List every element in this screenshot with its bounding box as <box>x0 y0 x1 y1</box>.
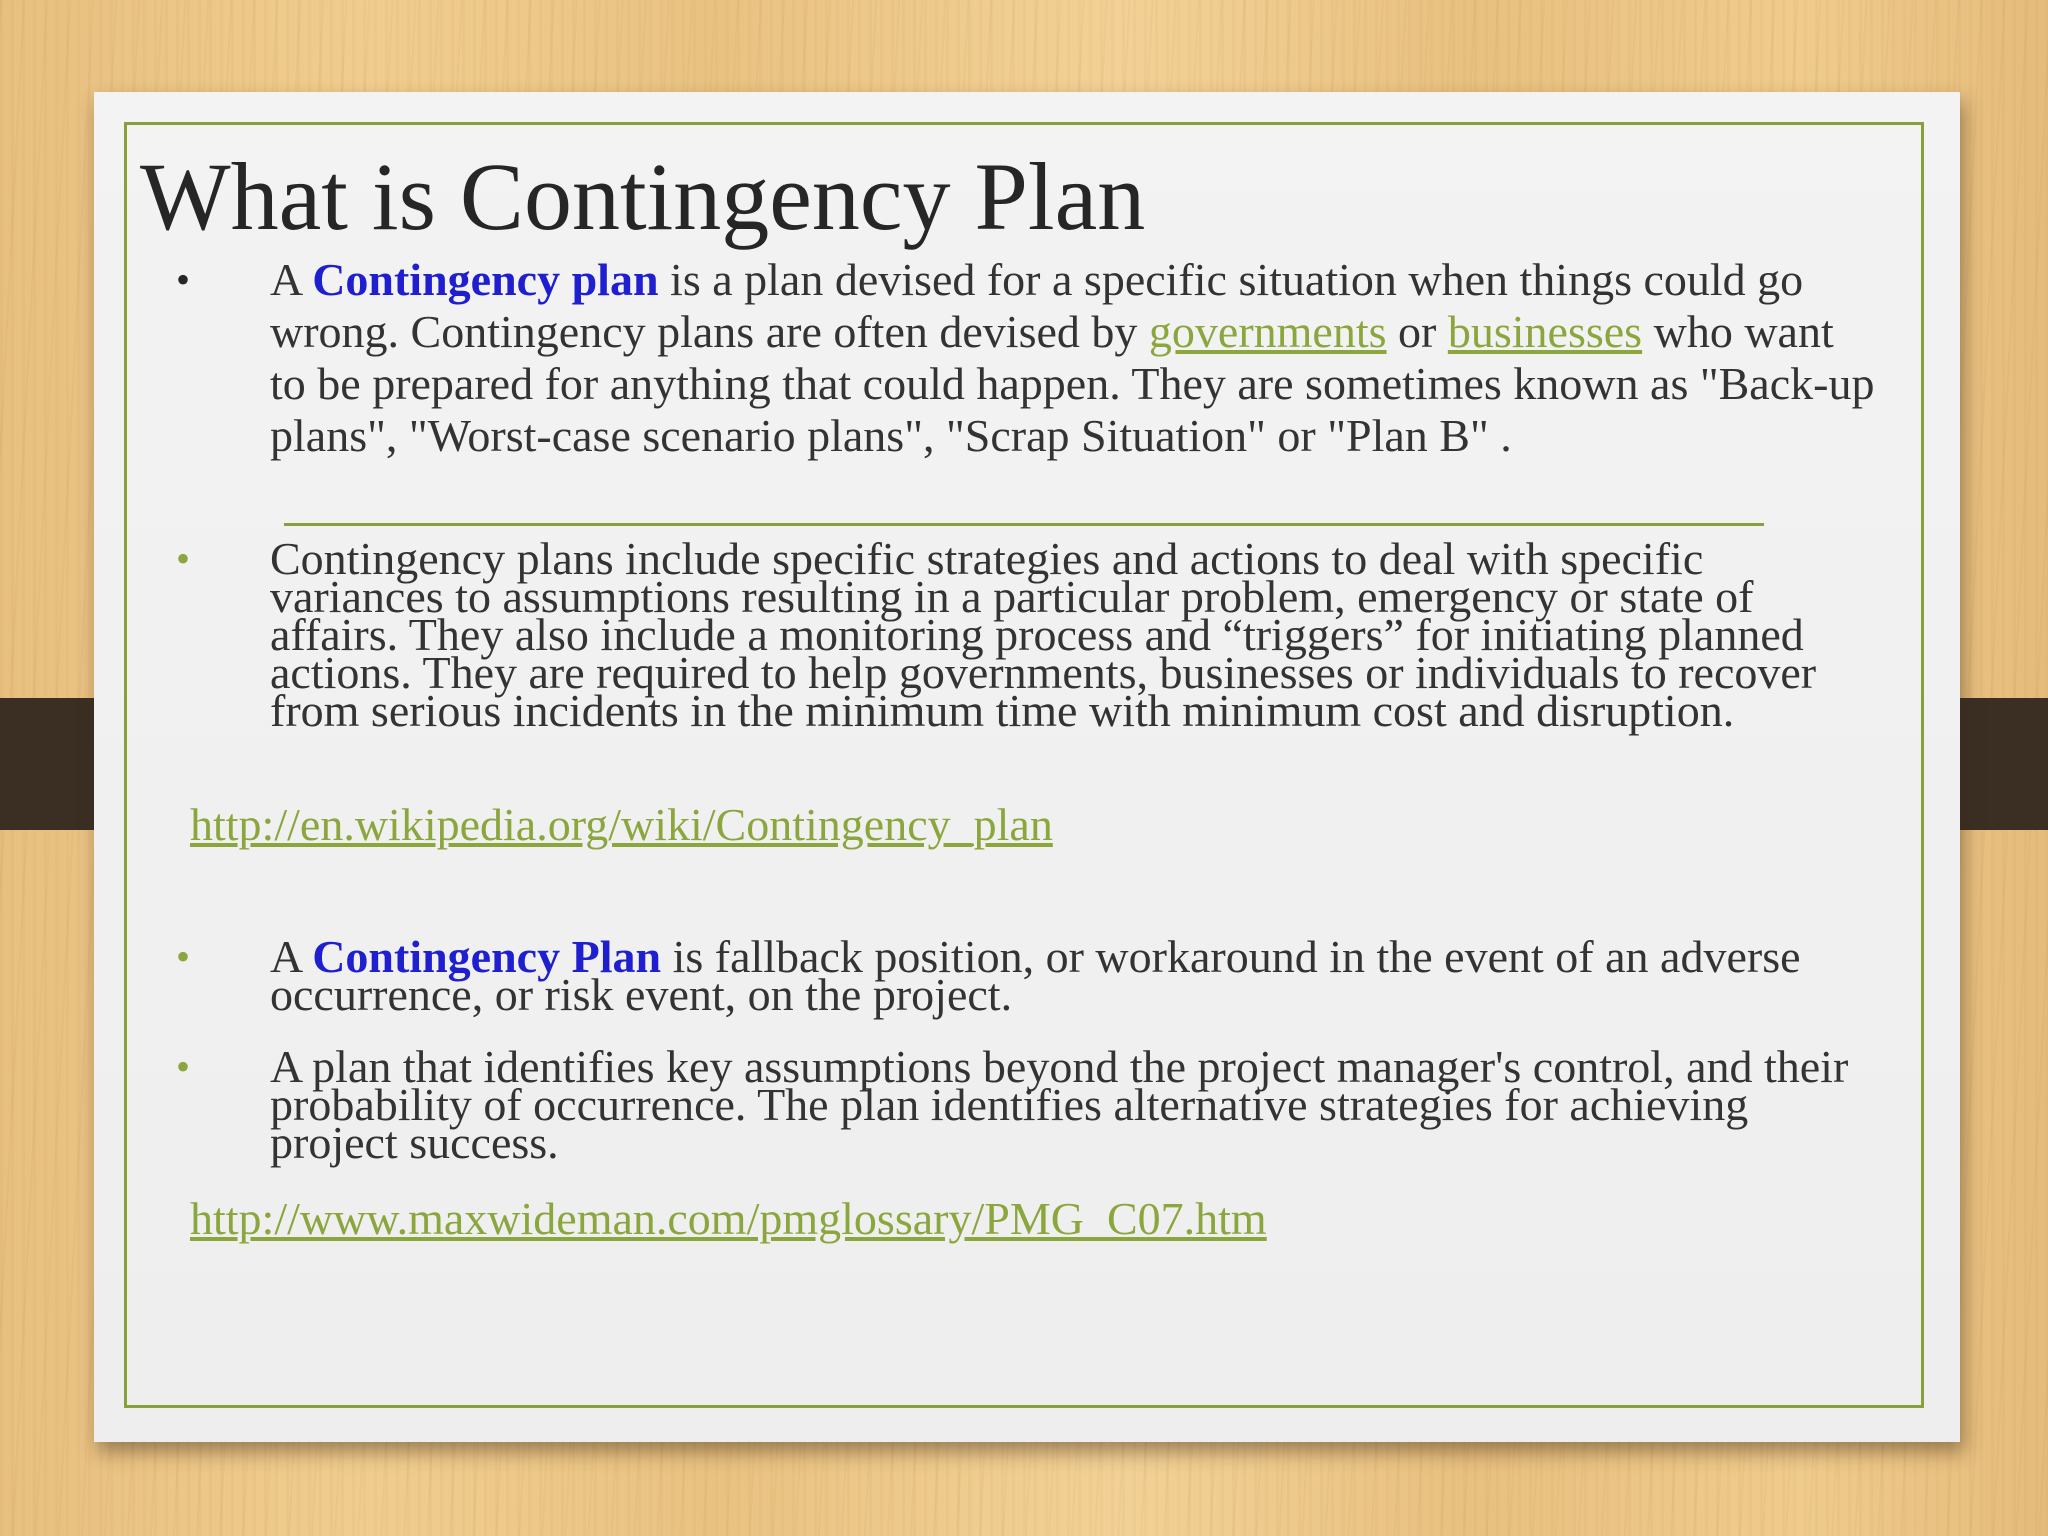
slide-title: What is Contingency Plan <box>140 143 1146 250</box>
bullet-fallback-position: • A Contingency Plan is fallback position, or workaround in the event of an adverse occurrence, or risk event, on the project. <box>176 931 1801 1020</box>
bullet-definition-wikipedia: • A Contingency plan is a plan devised for a specific situation when things could go wrong. Contingency plans are often devised by governments or businesses who want to be prepared for anything that could happen. They are sometimes known as "Back-up plans", "Worst-case scenario plans", "Scrap Situation" or "Plan B" . <box>176 254 1875 461</box>
bullet-icon: • <box>176 934 191 979</box>
keyword-contingency-plan: Contingency plan <box>312 254 659 305</box>
bullet-key-assumptions: • A plan that identifies key assumptions beyond the project manager's control, and their probability of occurrence. The plan identifies alternative strategies for achieving project success. <box>176 1041 1849 1168</box>
bullet-icon: • <box>176 536 191 581</box>
slide-paper <box>94 92 1960 1442</box>
source-link-maxwideman[interactable]: http://www.maxwideman.com/pmglossary/PMG_C07.htm <box>190 1193 1267 1244</box>
divider-line <box>284 523 1764 526</box>
keyword-contingency-plan-2: Contingency Plan <box>312 931 662 982</box>
bullet-icon: • <box>176 1044 191 1089</box>
link-governments[interactable]: governments <box>1148 306 1387 357</box>
source-link-wikipedia[interactable]: http://en.wikipedia.org/wiki/Contingency_plan <box>190 799 1053 850</box>
bullet-icon: • <box>176 257 191 302</box>
bullet-strategies: • Contingency plans include specific strategies and actions to deal with specific variances to assumptions resulting in a particular problem, emergency or state of affairs. They also include a monitoring process and “triggers” for initiating planned actions. They are required to help governments, businesses or individuals to recover from serious incidents in the minimum time with minimum cost and disruption. <box>176 533 1817 736</box>
link-businesses[interactable]: businesses <box>1447 306 1643 357</box>
